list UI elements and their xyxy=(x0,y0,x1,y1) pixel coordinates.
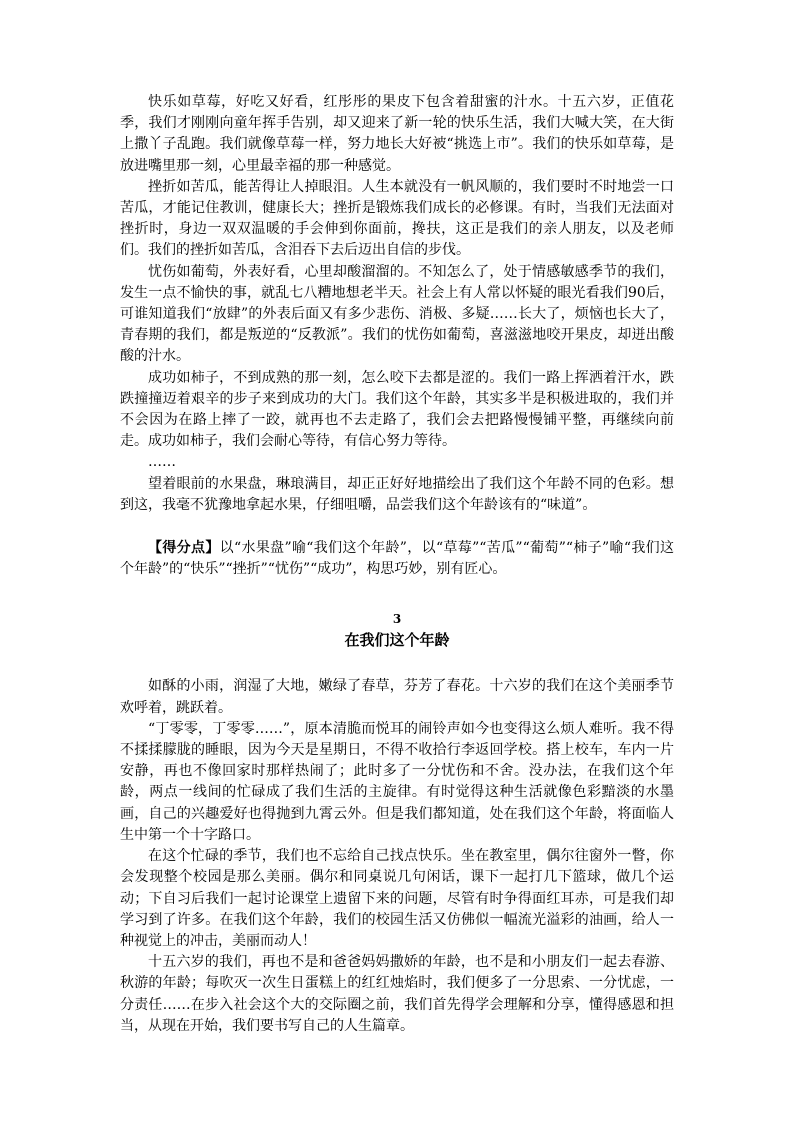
essay2-paragraph-alarm: “丁零零，丁零零……”，原本清脆而悦耳的闹铃声如今也变得这么烦人难听。我不得不揉揉朦胧的睡眼，因为今天是星期日，不得不收拾行李返回学校。搭上校车，车内一片安静，再也不像回家时那样热闹了；此时多了一分忧伤和不舍。没办法，在我们这个年龄，两点一线间的忙碌成了我们生活的主旋律。有时觉得这种生活就像色彩黯淡的水墨画，自己的兴趣爱好也得抛到九霄云外。但是我们都知道，处在我们这个年龄，将面临人生中第一个十字路口。 xyxy=(120,720,674,843)
document-page xyxy=(120,92,674,1037)
essay1-paragraph-setback: 挫折如苦瓜，能苦得让人掉眼泪。人生本就没有一帆风顺的，我们要时不时地尝一口苦瓜，才能记住教训，健康长大；挫折是锻炼我们成长的必修课。有时，当我们无法面对挫折时，身边一双双温暖的手会伸到你面前，搀扶，这正是我们的亲人朋友，以及老师们。我们的挫折如苦瓜，含泪吞下去后迈出自信的步伐。 xyxy=(120,178,674,259)
scoring-comment xyxy=(120,538,674,580)
essay2-paragraph-spring: 如酥的小雨，润湿了大地，嫩绿了春草，芬芳了春花。十六岁的我们在这个美丽季节欢呼着，跳跃着。 xyxy=(120,678,674,716)
essay1-ellipsis: …… xyxy=(148,454,176,471)
essay1-closing-paragraph: 望着眼前的水果盘，琳琅满目，却正正好好地描绘出了我们这个年龄不同的色彩。想到这，我毫不犹豫地拿起水果，仔细咀嚼，品尝我们这个年龄该有的“味道”。 xyxy=(120,475,674,513)
scoring-comment-text: 以“水果盘”喻“我们这个年龄”，以“草莓”“苦瓜”“葡萄”“柿子”喻“我们这个年龄”的“快乐”“挫折”“忧伤”“成功”，构思巧妙，别有匠心。 xyxy=(120,540,675,578)
essay1-paragraph-sorrow: 忧伤如葡萄，外表好看，心里却酸溜溜的。不知怎么了，处于情感敏感季节的我们，发生一点不愉快的事，就乱七八糟地想老半天。社会上有人常以怀疑的眼光看我们90后，可谁知道我们“放肆”的外表后面又有多少悲伤、消极、多疑……长大了，烦恼也长大了，青春期的我们，都是叛逆的“反教派”。我们的忧伤如葡萄，喜滋滋地咬开果皮，却迸出酸酸的汁水。 xyxy=(120,263,674,365)
essay2-paragraph-growing-up: 十五六岁的我们，再也不是和爸爸妈妈撒娇的年龄，也不是和小朋友们一起去春游、秋游的年龄；每吹灭一次生日蛋糕上的红红烛焰时，我们便多了一分思索、一分忧虑，一分责任……在步入社会这个大的交际圈之前，我们首先得学会理解和分享，懂得感恩和担当，从现在开始，我们要书写自己的人生篇章。 xyxy=(120,954,674,1034)
essay1-paragraph-joy: 快乐如草莓，好吃又好看，红彤彤的果皮下包含着甜蜜的汁水。十五六岁，正值花季，我们才刚刚向童年挥手告别，却又迎来了新一轮的快乐生活，我们大喊大笑，在大街上撒丫子乱跑。我们就像草莓一样，努力地长大好被“挑选上市”。我们的快乐如草莓，是放进嘴里那一刻，心里最幸福的那一种感觉。 xyxy=(120,94,674,174)
section-title: 在我们这个年龄 xyxy=(344,631,450,650)
scoring-comment-label: 【得分点】 xyxy=(148,540,220,557)
essay1-paragraph-success: 成功如柿子，不到成熟的那一刻，怎么咬下去都是涩的。我们一路上挥洒着汗水，跌跌撞撞迈着艰辛的步子来到成功的大门。我们这个年龄，其实多半是积极进取的，我们并不会因为在路上摔了一跤，就再也不去走路了，我们会去把路慢慢铺平整，再继续向前走。成功如柿子，我们会耐心等待，有信心努力等待。 xyxy=(120,369,674,450)
essay2-paragraph-campus: 在这个忙碌的季节，我们也不忘给自己找点快乐。坐在教室里，偶尔往窗外一瞥，你会发现整个校园是那么美丽。偶尔和同桌说几句闲话，课下一起打几下篮球，做几个运动；下自习后我们一起讨论课堂上遗留下来的问题，尽管有时争得面红耳赤，可是我们却学习到了许多。在我们这个年龄，我们的校园生活又仿佛似一幅流光溢彩的油画，给人一种视觉上的冲击，美丽而动人！ xyxy=(120,848,674,949)
section-number: 3 xyxy=(392,612,402,627)
